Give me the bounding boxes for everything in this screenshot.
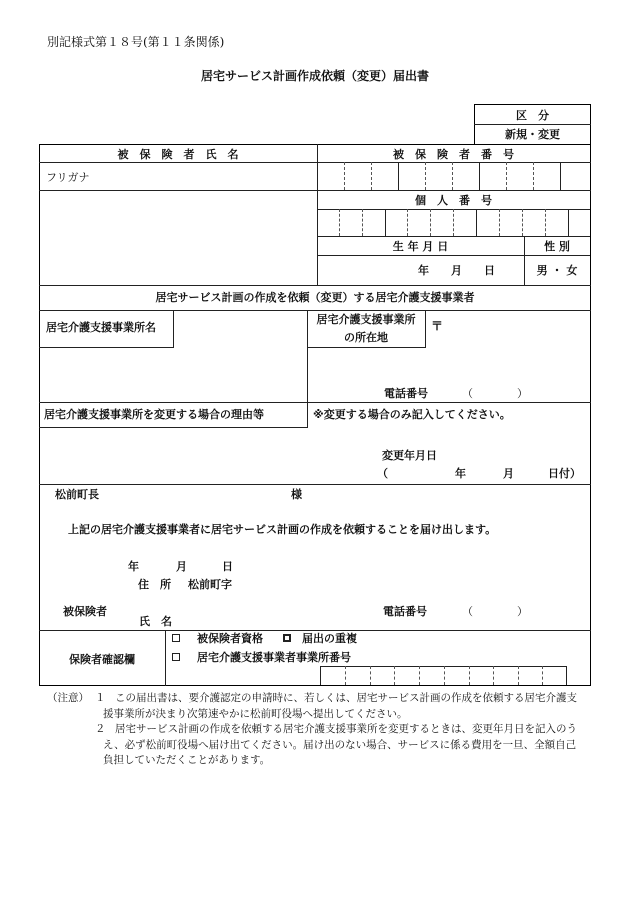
note-1-line-1: この届出書は、要介護認定の申請時に、若しくは、居宅サービス計画の作成を依頼する居宅介護支 <box>115 692 577 704</box>
note-2-number: ２ <box>95 723 106 735</box>
provider-phone-label: 電話番号 <box>384 387 428 400</box>
postal-mark: 〒 <box>431 319 444 333</box>
note-1-line-2: 援事業所が決まり次第速やかに松前町役場へ提出してください。 <box>103 708 408 720</box>
applicant-address-value[interactable]: 松前町字 <box>188 578 232 591</box>
addressee: 松前町長 <box>55 488 99 501</box>
address-label-line2: の所在地 <box>344 331 388 344</box>
note-2-line-3: 負担していただくことがあります。 <box>103 754 271 766</box>
office-name-label: 居宅介護支援事業所名 <box>46 321 156 334</box>
sex-select[interactable]: 男 ・ 女 <box>536 264 578 277</box>
category-value[interactable]: 新規・変更 <box>505 128 560 141</box>
note-2-line-1: 居宅サービス計画の作成を依頼する居宅介護支援事業所を変更するときは、変更年月日を記入のう <box>115 723 577 735</box>
furigana-label: フリガナ <box>46 171 90 184</box>
change-date-month[interactable]: 月 <box>503 467 514 480</box>
insured-name-label: 被 保 険 者 氏 名 <box>117 148 239 161</box>
change-date-year[interactable]: 年 <box>455 467 466 480</box>
applicant-name-label: 氏 名 <box>139 615 172 628</box>
qualification-label: 被保険者資格 <box>197 632 263 645</box>
note-2-line-2: え、必ず松前町役場へ届け出てください。届け出のない場合、サービスに係る費用を一旦、全額自己 <box>103 739 577 751</box>
change-date-label: 変更年月日 <box>382 449 437 462</box>
category-label: 区 分 <box>516 109 549 122</box>
birthdate-label: 生 年 月 日 <box>392 240 449 253</box>
applicant-insured-label: 被保険者 <box>63 605 107 618</box>
personal-number-label: 個 人 番 号 <box>415 194 492 207</box>
declaration-month[interactable]: 月 <box>176 560 187 573</box>
applicant-address-label: 住 所 <box>138 578 171 591</box>
honorific: 様 <box>291 488 302 501</box>
insured-number-label: 被 保 険 者 番 号 <box>393 148 514 161</box>
provider-phone-input[interactable]: （ ） <box>462 387 528 400</box>
birthdate-input[interactable]: 年 月 日 <box>418 264 495 277</box>
declaration-year[interactable]: 年 <box>128 560 139 573</box>
sex-label: 性 別 <box>544 240 570 253</box>
office-number-checkbox[interactable] <box>172 653 180 661</box>
declaration-statement: 上記の居宅介護支援事業者に居宅サービス計画の作成を依頼することを届け出します。 <box>68 523 497 536</box>
change-date-open: （ <box>377 467 388 480</box>
change-reason-label: 居宅介護支援事業所を変更する場合の理由等 <box>44 408 264 421</box>
duplicate-checkbox[interactable] <box>283 634 291 642</box>
notes-prefix: （注意） <box>47 692 89 704</box>
duplicate-label: 届出の重複 <box>302 632 357 645</box>
applicant-phone-input[interactable]: （ ） <box>462 605 528 618</box>
insurer-check-label: 保険者確認欄 <box>69 653 135 666</box>
declaration-day[interactable]: 日 <box>222 560 233 573</box>
address-label-line1: 居宅介護支援事業所 <box>316 313 416 326</box>
note-1-number: １ <box>95 692 106 704</box>
applicant-phone-label: 電話番号 <box>383 605 427 618</box>
office-number-label: 居宅介護支援事業者事業所番号 <box>197 651 351 664</box>
change-date-day[interactable]: 日付） <box>548 467 581 480</box>
provider-section-title: 居宅サービス計画の作成を依頼（変更）する居宅介護支援事業者 <box>155 291 475 304</box>
qualification-checkbox[interactable] <box>172 634 180 642</box>
page-title: 居宅サービス計画作成依頼（変更）届出書 <box>200 69 429 83</box>
form-number: 別記様式第１８号(第１１条関係) <box>47 35 225 49</box>
change-note: ※変更する場合のみ記入してください。 <box>313 408 511 421</box>
